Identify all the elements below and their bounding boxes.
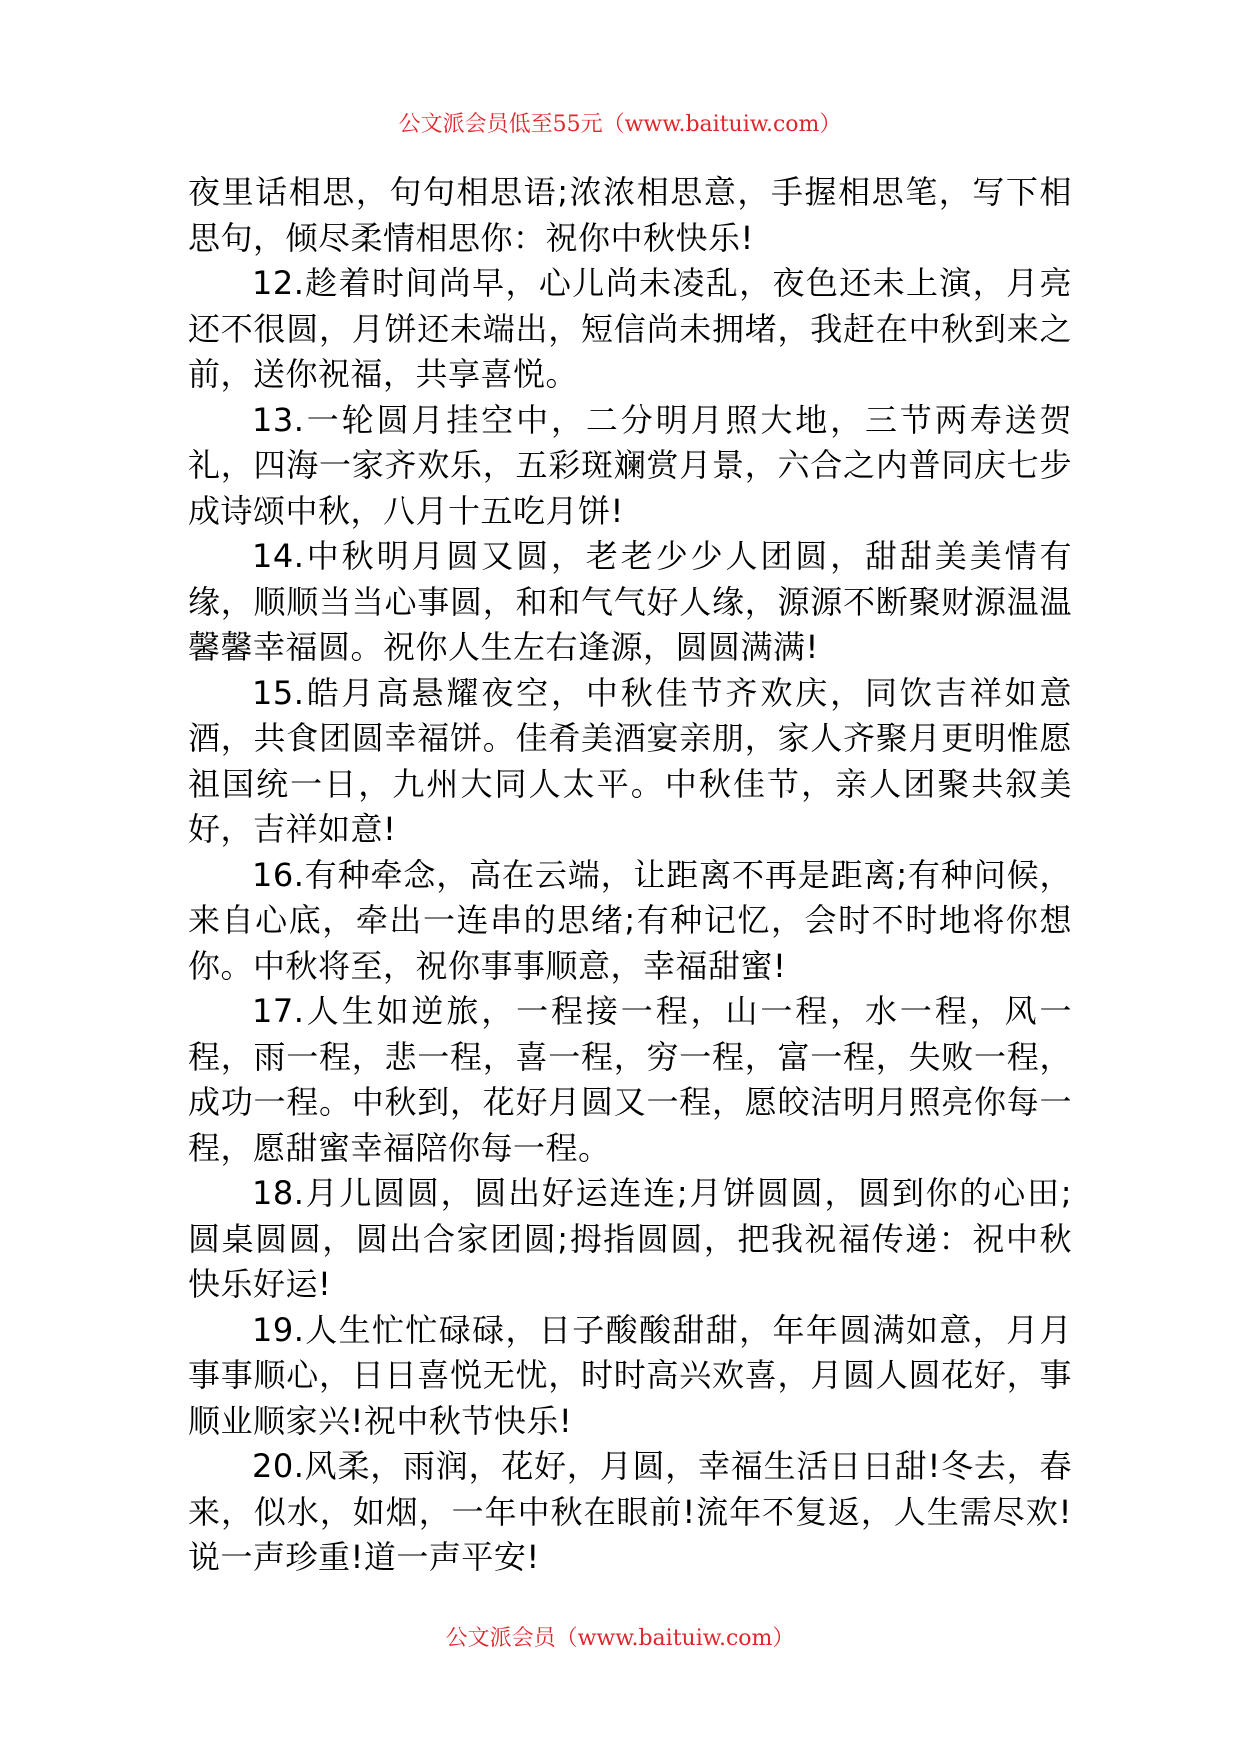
list-item: 13.一轮圆月挂空中，二分明月照大地，三节两寿送贺礼，四海一家齐欢乐，五彩斑斓赏月景，六合之内普同庆七步成诗颂中秋，八月十五吃月饼! <box>188 400 1072 530</box>
document-body <box>188 170 1072 1581</box>
list-item: 18.月儿圆圆，圆出好运连连;月饼圆圆，圆到你的心田;圆桌圆圆，圆出合家团圆;拇指圆圆，把我祝福传递：祝中秋快乐好运! <box>188 1174 1072 1303</box>
continuation-paragraph: 夜里话相思，句句相思语;浓浓相思意，手握相思笔，写下相思句，倾尽柔情相思你：祝你中秋快乐! <box>188 173 1072 257</box>
list-item: 12.趁着时间尚早，心儿尚未凌乱，夜色还未上演，月亮还不很圆，月饼还未端出，短信尚未拥堵，我赶在中秋到来之前，送你祝福，共享喜悦。 <box>188 264 1072 393</box>
list-item: 16.有种牵念，高在云端，让距离不再是距离;有种问候，来自心底，牵出一连串的思绪;有种记忆，会时不时地将你想你。中秋将至，祝你事事顺意，幸福甜蜜! <box>188 855 1072 985</box>
list-item: 19.人生忙忙碌碌，日子酸酸甜甜，年年圆满如意，月月事事顺心，日日喜悦无忧，时时高兴欢喜，月圆人圆花好，事顺业顺家兴!祝中秋节快乐! <box>188 1310 1072 1440</box>
list-item: 14.中秋明月圆又圆，老老少少人团圆，甜甜美美情有缘，顺顺当当心事圆，和和气气好人缘，源源不断聚财源温温馨馨幸福圆。祝你人生左右逢源，圆圆满满! <box>188 537 1072 666</box>
list-item: 20.风柔，雨润，花好，月圆，幸福生活日日甜!冬去，春来，似水，如烟，一年中秋在眼前!流年不复返，人生需尽欢!说一声珍重!道一声平安! <box>188 1447 1072 1576</box>
list-item: 15.皓月高悬耀夜空，中秋佳节齐欢庆，同饮吉祥如意酒，共食团圆幸福饼。佳肴美酒宴亲朋，家人齐聚月更明惟愿祖国统一日，九州大同人太平。中秋佳节，亲人团聚共叙美好，吉祥如意! <box>188 673 1072 848</box>
footer-watermark-banner: 公文派会员（www.baituiw.com） <box>445 1626 795 1651</box>
header-watermark-banner: 公文派会员低至55元（www.baituiw.com） <box>398 112 842 137</box>
list-item: 17.人生如逆旅，一程接一程，山一程，水一程，风一程，雨一程，悲一程，喜一程，穷一程，富一程，失败一程，成功一程。中秋到，花好月圆又一程，愿皎洁明月照亮你每一程，愿甜蜜幸福陪你每一程。 <box>188 992 1072 1167</box>
